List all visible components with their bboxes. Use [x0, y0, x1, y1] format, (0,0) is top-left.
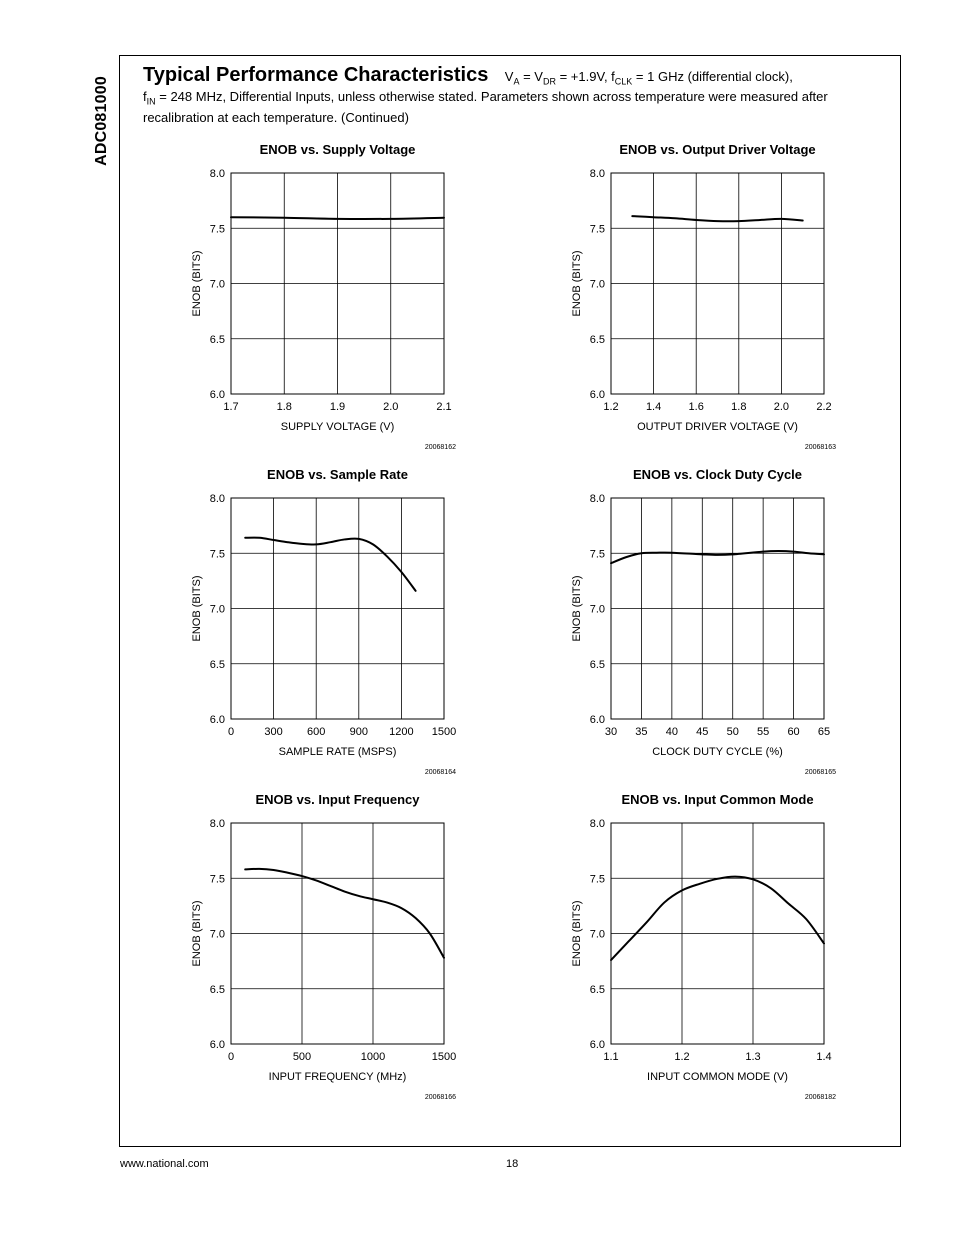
y-tick-label: 8.0	[589, 168, 605, 180]
x-tick-label: 2.0	[383, 401, 399, 413]
x-tick-label: 1.3	[745, 1051, 761, 1063]
x-tick-label: 2.2	[816, 401, 832, 413]
x-tick-label: 1.6	[688, 401, 704, 413]
part-number-text: ADC081000	[93, 76, 110, 166]
chart-title: ENOB vs. Sample Rate	[267, 467, 408, 482]
y-tick-label: 6.5	[589, 658, 605, 671]
chart-enob-vs-sample-rate	[186, 465, 466, 780]
y-tick-label: 7.5	[209, 873, 225, 886]
x-tick-label: 600	[307, 726, 326, 738]
y-tick-label: 6.0	[589, 1039, 605, 1051]
y-tick-label: 6.5	[209, 333, 225, 346]
y-tick-label: 6.0	[209, 1039, 225, 1051]
x-tick-label: 1000	[360, 1051, 386, 1063]
y-axis-label: ENOB (BITS)	[191, 250, 203, 317]
test-conditions-line-2: $f_{IN} = 248$ MHz, Differential Inputs, unless otherwise stated. Parameters shown across temperature were measured after recalibration at each temperature. (Continued)	[143, 89, 828, 125]
chart-title: ENOB vs. Input Common Mode	[621, 792, 814, 807]
x-tick-label: 1.8	[276, 401, 292, 413]
x-tick-label: 2.0	[773, 401, 790, 413]
y-tick-label: 7.5	[209, 223, 225, 236]
x-tick-label: 1.4	[645, 401, 662, 413]
x-tick-label: 60	[787, 726, 800, 738]
x-tick-label: 300	[264, 726, 283, 738]
x-axis-label: INPUT FREQUENCY (MHz)	[268, 1071, 407, 1083]
y-tick-label: 7.0	[209, 278, 225, 291]
y-tick-label: 7.0	[589, 603, 605, 616]
y-tick-label: 7.0	[589, 928, 605, 941]
x-tick-label: 0	[227, 726, 235, 738]
x-axis-label: SAMPLE RATE (MSPS)	[278, 746, 397, 758]
x-tick-label: 500	[292, 1051, 312, 1063]
chart-title: ENOB vs. Supply Voltage	[259, 142, 416, 157]
y-tick-label: 8.0	[589, 818, 605, 830]
chart-enob-vs-input-frequency	[186, 790, 466, 1105]
chart-enob-vs-supply-voltage	[186, 140, 466, 455]
y-tick-label: 6.0	[589, 389, 605, 401]
y-tick-label: 7.5	[589, 548, 605, 561]
y-axis-label: ENOB (BITS)	[191, 900, 203, 967]
x-tick-label: 900	[349, 726, 368, 738]
y-axis-label: ENOB (BITS)	[571, 575, 583, 642]
x-tick-label: 1.4	[816, 1051, 832, 1063]
x-tick-label: 45	[696, 726, 709, 738]
figure-id: 20068164	[424, 769, 456, 776]
x-axis-label: OUTPUT DRIVER VOLTAGE (V)	[637, 421, 798, 433]
x-tick-label: 65	[817, 726, 831, 738]
y-tick-label: 8.0	[209, 168, 225, 180]
chart-enob-vs-clock-duty-cycle	[566, 465, 846, 780]
x-tick-label: 40	[665, 726, 678, 738]
x-tick-label: 1.2	[674, 1051, 690, 1063]
x-tick-label: 1.9	[329, 401, 346, 413]
y-axis-label: ENOB (BITS)	[571, 250, 583, 317]
section-header	[143, 64, 883, 126]
y-tick-label: 7.5	[589, 873, 605, 886]
x-tick-label: 2.1	[436, 401, 452, 413]
chart-title: ENOB vs. Input Frequency	[255, 792, 420, 807]
y-tick-label: 6.0	[589, 714, 605, 726]
x-axis-label: CLOCK DUTY CYCLE (%)	[652, 746, 783, 758]
x-tick-label: 35	[635, 726, 648, 738]
x-tick-label: 1500	[431, 1051, 457, 1063]
x-tick-label: 50	[726, 726, 739, 738]
y-axis-label: ENOB (BITS)	[571, 900, 583, 967]
data-series-line	[611, 877, 824, 960]
y-tick-label: 7.0	[209, 603, 225, 616]
figure-id: 20068182	[804, 1094, 836, 1101]
y-tick-label: 7.0	[589, 278, 605, 291]
x-tick-label: 55	[757, 726, 770, 738]
x-tick-label: 1200	[389, 726, 414, 738]
chart-title: ENOB vs. Clock Duty Cycle	[632, 467, 803, 482]
chart-enob-vs-output-driver-voltage	[566, 140, 846, 455]
figure-id: 20068163	[804, 444, 836, 451]
x-axis-label: INPUT COMMON MODE (V)	[647, 1071, 788, 1083]
x-tick-label: 1500	[431, 726, 457, 738]
y-tick-label: 6.5	[589, 983, 605, 996]
y-tick-label: 7.5	[209, 548, 225, 561]
y-tick-label: 7.5	[589, 223, 605, 236]
data-series-line	[245, 538, 415, 591]
title-line	[143, 64, 883, 87]
footer-page-number: 18	[506, 1158, 519, 1170]
y-tick-label: 6.5	[209, 658, 225, 671]
y-tick-label: 8.0	[209, 493, 225, 505]
data-series-line	[632, 216, 802, 221]
x-axis-label: SUPPLY VOLTAGE (V)	[280, 421, 395, 433]
figure-id: 20068165	[804, 769, 836, 776]
y-tick-label: 6.0	[209, 389, 225, 401]
x-tick-label: 1.1	[603, 1051, 619, 1063]
x-tick-label: 1.2	[603, 401, 619, 413]
x-tick-label: 1.8	[731, 401, 747, 413]
section-title: Typical Performance Characteristics	[143, 64, 489, 86]
y-tick-label: 6.5	[589, 333, 605, 346]
y-tick-label: 7.0	[209, 928, 225, 941]
data-series-line	[245, 869, 444, 958]
chart-enob-vs-input-common-mode	[566, 790, 846, 1105]
x-tick-label: 0	[227, 1051, 235, 1063]
x-tick-label: 1.7	[223, 401, 239, 413]
y-axis-label: ENOB (BITS)	[191, 575, 203, 642]
y-tick-label: 8.0	[589, 493, 605, 505]
x-tick-label: 30	[604, 726, 618, 738]
part-number-side-label	[88, 56, 116, 186]
figure-id: 20068162	[424, 444, 456, 451]
y-tick-label: 6.0	[209, 714, 225, 726]
y-tick-label: 8.0	[209, 818, 225, 830]
test-conditions-line-1: $V_A = V_{DR} = +1.9V$, $f_{CLK} = 1$ GHz (differential clock),	[504, 69, 793, 87]
chart-title: ENOB vs. Output Driver Voltage	[619, 142, 816, 157]
figure-id: 20068166	[424, 1094, 456, 1101]
y-tick-label: 6.5	[209, 983, 225, 996]
footer-website: www.national.com	[120, 1158, 209, 1170]
